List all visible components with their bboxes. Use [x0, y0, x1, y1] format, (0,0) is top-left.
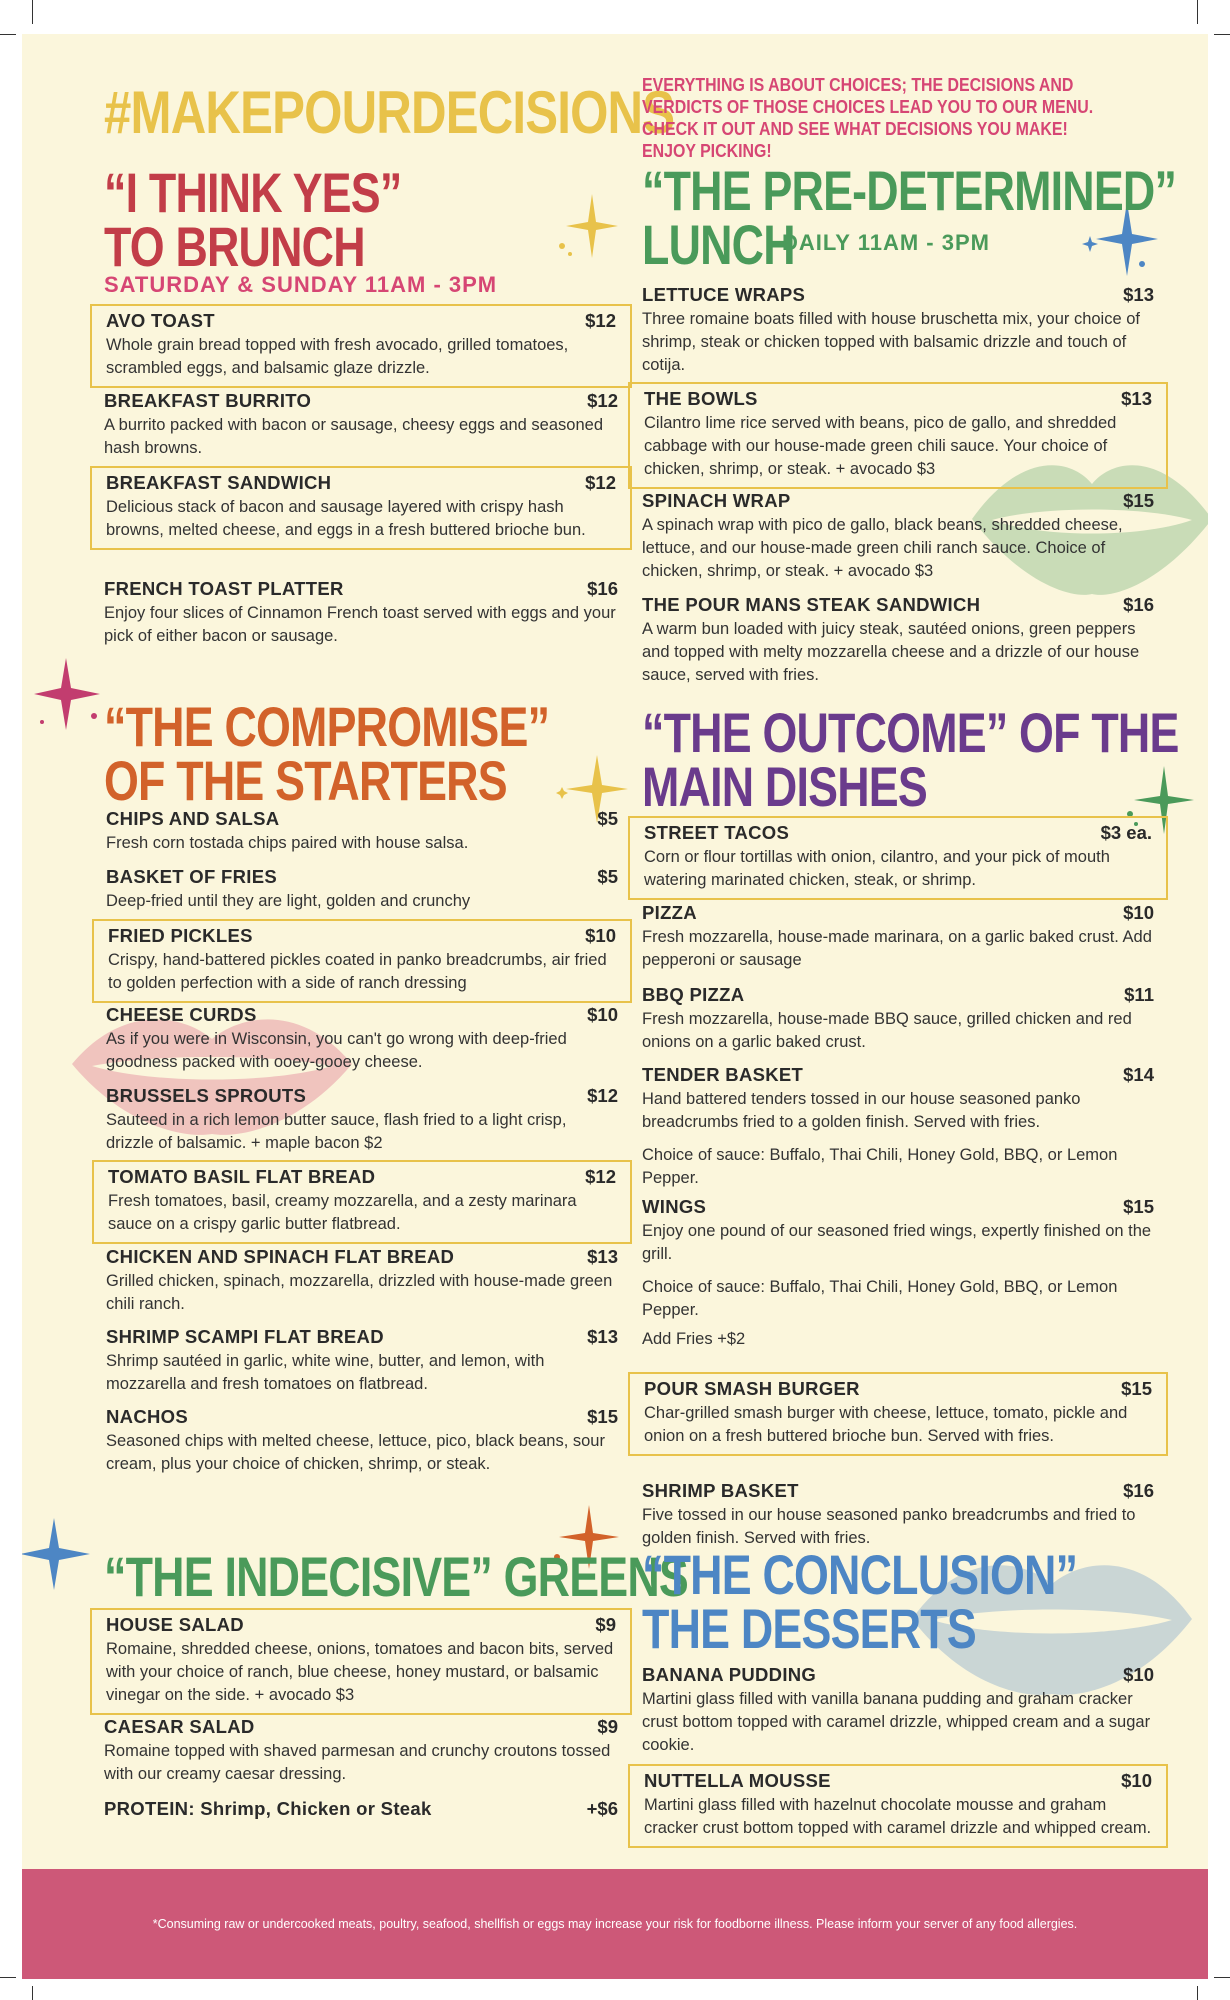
item-price: $13 — [587, 1246, 618, 1267]
desserts-title-line2: THE DESSERTS — [642, 1597, 976, 1660]
brunch-title-line2: TO BRUNCH — [104, 215, 365, 278]
item-description: Three romaine boats filled with house bruschetta mix, your choice of shrimp, steak or chicken topped with balsamic drizzle and touch of cotija. — [642, 310, 1140, 374]
menu-item-cheese-curds — [92, 1000, 632, 1080]
greens-title: “THE INDECISIVE” GREENS — [104, 1545, 689, 1608]
item-price: $11 — [1124, 984, 1154, 1005]
item-price: $12 — [585, 472, 616, 493]
item-description: Martini glass filled with vanilla banana pudding and graham cracker crust bottom topped with caramel drizzle, whipped cream and a sugar cookie. — [642, 1690, 1151, 1754]
menu-item-wings — [628, 1192, 1168, 1357]
item-price: $14 — [1123, 1064, 1154, 1085]
item-description: As if you were in Wisconsin, you can't go wrong with deep-fried goodness packed with ooey-gooey cheese. — [106, 1030, 567, 1071]
item-name: SHRIMP BASKET — [642, 1480, 799, 1501]
item-price: $12 — [587, 1085, 618, 1106]
item-name: BRUSSELS SPROUTS — [106, 1085, 307, 1106]
menu-item-avo-toast — [90, 304, 632, 388]
item-name: CHEESE CURDS — [106, 1004, 257, 1025]
menu-item-street-tacos — [628, 816, 1168, 900]
item-description: Corn or flour tortillas with onion, cilantro, and your pick of mouth watering marinated chicken, steak, or shrimp. — [644, 848, 1110, 889]
sparkle-yellow-icon — [552, 184, 622, 264]
crop-mark — [1214, 34, 1230, 35]
menu-item-chicken-and-spinach-flat-bread — [92, 1242, 632, 1322]
item-description: A warm bun loaded with juicy steak, sautéed onions, green peppers and topped with melty mozzarella cheese and a drizzle of our house sauce, served with fries. — [642, 620, 1140, 684]
food-allergy-disclaimer: *Consuming raw or undercooked meats, poultry, seafood, shellfish or eggs may increase your risk for foodborne illness. Please inform your server of any food allergies. — [152, 1917, 1078, 1931]
item-add-fries: Add Fries +$2 — [642, 1330, 746, 1348]
item-price: $16 — [1123, 594, 1154, 615]
item-name: CHICKEN AND SPINACH FLAT BREAD — [106, 1246, 455, 1267]
menu-item-pour-mans-steak-sandwich — [628, 590, 1168, 693]
brunch-title-line1: “I THINK YES” — [104, 161, 402, 224]
crop-mark — [0, 1977, 16, 1978]
item-description: Cilantro lime rice served with beans, pico de gallo, and shredded cabbage with our house-made green chili sauce. Your choice of chicken, shrimp, or steak. + avocado $3 — [644, 414, 1117, 478]
item-name: THE POUR MANS STEAK SANDWICH — [642, 594, 981, 615]
lunch-hours: DAILY 11AM - 3PM — [782, 230, 990, 255]
item-name: WINGS — [642, 1196, 707, 1217]
menu-item-spinach-wrap — [628, 486, 1168, 589]
menu-item-lettuce-wraps — [628, 280, 1168, 383]
item-description-text: Hand battered tenders tossed in our house seasoned panko breadcrumbs fried to a golden finish. Served with fries. — [642, 1090, 1081, 1131]
item-name: CAESAR SALAD — [104, 1716, 255, 1737]
item-name: SHRIMP SCAMPI FLAT BREAD — [106, 1326, 384, 1347]
menu-item-nachos — [92, 1402, 632, 1482]
item-name: TOMATO BASIL FLAT BREAD — [108, 1166, 376, 1187]
menu-item-nuttella-mousse — [628, 1764, 1168, 1848]
item-description: Enjoy four slices of Cinnamon French toast served with eggs and your pick of either bacon or sausage. — [104, 604, 616, 645]
item-description — [642, 1220, 1154, 1351]
item-description: Seasoned chips with melted cheese, lettuce, pico, black beans, sour cream, plus your choice of chicken, shrimp, or steak. — [106, 1432, 605, 1473]
item-name: AVO TOAST — [106, 310, 215, 331]
item-price: $16 — [1123, 1480, 1154, 1501]
item-price: $9 — [597, 1716, 618, 1737]
menu-item-chips-and-salsa — [92, 804, 632, 861]
intro-text: EVERYTHING IS ABOUT CHOICES; THE DECISIONS AND VERDICTS OF THOSE CHOICES LEAD YOU TO OUR MENU. CHECK IT OUT AND SEE WHAT DECISIONS YOU MAKE! ENJOY PICKING! — [642, 74, 1094, 161]
item-price: $16 — [587, 578, 618, 599]
protein-label: PROTEIN: Shrimp, Chicken or Steak — [104, 1798, 432, 1819]
brunch-hours: SATURDAY & SUNDAY 11AM - 3PM — [104, 272, 498, 297]
menu-item-tender-basket — [628, 1060, 1168, 1196]
item-name: BASKET OF FRIES — [106, 866, 278, 887]
protein-price: +$6 — [586, 1798, 618, 1819]
item-sauce-choice: Choice of sauce: Buffalo, Thai Chili, Honey Gold, BBQ, or Lemon Pepper. — [642, 1278, 1118, 1319]
item-description: Sauteed in a rich lemon butter sauce, flash fried to a light crisp, drizzle of balsamic. + maple bacon $2 — [106, 1111, 567, 1152]
item-description: Whole grain bread topped with fresh avocado, grilled tomatoes, scrambled eggs, and balsamic glaze drizzle. — [106, 336, 569, 377]
menu-item-shrimp-scampi-flat-bread — [92, 1322, 632, 1402]
item-price: $10 — [1121, 1770, 1152, 1791]
item-name: BANANA PUDDING — [642, 1664, 817, 1685]
item-description: Five tossed in our house seasoned panko breadcrumbs and fried to golden finish. Served with fries. — [642, 1506, 1136, 1547]
mains-title-line2: MAIN DISHES — [642, 755, 927, 818]
mains-title — [642, 701, 1179, 818]
item-name: BREAKFAST SANDWICH — [106, 472, 332, 493]
crop-mark — [1197, 0, 1198, 24]
hashtag-title: #MAKEPOURDECISIONS — [104, 79, 675, 146]
item-description: Delicious stack of bacon and sausage layered with crispy hash browns, melted cheese, and eggs in a fresh buttered brioche bun. — [106, 498, 586, 539]
item-description: A burrito packed with bacon or sausage, cheesy eggs and seasoned hash browns. — [104, 416, 603, 457]
crop-mark — [32, 1986, 33, 2000]
item-description: Romaine topped with shaved parmesan and crunchy croutons tossed with our creamy caesar dressing. — [104, 1742, 611, 1783]
item-name: POUR SMASH BURGER — [644, 1378, 860, 1399]
item-sauce-choice: Choice of sauce: Buffalo, Thai Chili, Honey Gold, BBQ, or Lemon Pepper. — [642, 1146, 1118, 1187]
item-price: $5 — [597, 808, 618, 829]
item-name: TENDER BASKET — [642, 1064, 804, 1085]
item-price: $10 — [1123, 1664, 1154, 1685]
footer-banner — [22, 1869, 1208, 1979]
menu-page — [22, 34, 1208, 1979]
crop-mark — [0, 34, 16, 35]
item-price: $15 — [1121, 1378, 1152, 1399]
item-price: $13 — [1123, 284, 1154, 305]
desserts-title — [642, 1543, 1078, 1660]
protein-addon — [90, 1794, 632, 1826]
menu-item-fried-pickles — [92, 919, 632, 1003]
sparkle-pink-icon — [30, 654, 110, 734]
starters-title — [104, 695, 550, 812]
item-name: PIZZA — [642, 902, 697, 923]
item-price: $15 — [587, 1406, 618, 1427]
item-description: Deep-fried until they are light, golden and crunchy — [106, 892, 471, 910]
item-name: CHIPS AND SALSA — [106, 808, 280, 829]
crop-mark — [32, 0, 33, 24]
item-name: BBQ PIZZA — [642, 984, 745, 1005]
item-price: $12 — [587, 390, 618, 411]
item-description: Shrimp sautéed in garlic, white wine, butter, and lemon, with mozzarella and fresh tomatoes on flatbread. — [106, 1352, 545, 1393]
item-price: $13 — [587, 1326, 618, 1347]
item-price: $10 — [585, 925, 616, 946]
menu-item-pour-smash-burger — [628, 1372, 1168, 1456]
crop-mark — [1197, 1986, 1198, 2000]
item-name: BREAKFAST BURRITO — [104, 390, 312, 411]
item-price: $9 — [595, 1614, 616, 1635]
menu-item-breakfast-sandwich — [90, 466, 632, 550]
item-name: HOUSE SALAD — [106, 1614, 244, 1635]
menu-item-brussels-sprouts — [92, 1081, 632, 1161]
item-name: FRENCH TOAST PLATTER — [104, 578, 344, 599]
item-name: LETTUCE WRAPS — [642, 284, 806, 305]
starters-title-line2: OF THE STARTERS — [104, 749, 507, 812]
item-description: Fresh mozzarella, house-made BBQ sauce, grilled chicken and red onions on a garlic baked crust. — [642, 1010, 1132, 1051]
item-price: $12 — [585, 1166, 616, 1187]
item-name: FRIED PICKLES — [108, 925, 253, 946]
item-description: A spinach wrap with pico de gallo, black beans, shredded cheese, lettuce, and our house-made green chili ranch sauce. Choice of chicken, shrimp, or steak. + avocado $3 — [642, 516, 1123, 580]
menu-item-house-salad — [90, 1608, 632, 1715]
lunch-title-line1: “THE PRE-DETERMINED” — [642, 159, 1177, 222]
menu-item-pizza — [628, 898, 1168, 978]
menu-item-bbq-pizza — [628, 980, 1168, 1060]
item-description — [642, 1088, 1154, 1190]
sparkle-blue-icon — [22, 1514, 98, 1594]
item-description: Char-grilled smash burger with cheese, lettuce, tomato, pickle and onion on a fresh buttered brioche bun. Served with fries. — [644, 1404, 1128, 1445]
item-name: THE BOWLS — [644, 388, 758, 409]
item-description-text: Enjoy one pound of our seasoned fried wings, expertly finished on the grill. — [642, 1222, 1152, 1263]
starters-title-line1: “THE COMPROMISE” — [104, 695, 550, 758]
item-price: $10 — [1123, 902, 1154, 923]
item-description: Fresh corn tostada chips paired with house salsa. — [106, 834, 469, 852]
desserts-title-line1: “THE CONCLUSION” — [642, 1543, 1078, 1606]
item-name: NUTTELLA MOUSSE — [644, 1770, 831, 1791]
menu-item-banana-pudding — [628, 1660, 1168, 1763]
menu-item-caesar-salad — [90, 1712, 632, 1792]
mains-title-line1: “THE OUTCOME” OF THE — [642, 701, 1179, 764]
item-description: Fresh mozzarella, house-made marinara, on a garlic baked crust. Add pepperoni or sausage — [642, 928, 1152, 969]
item-price: $3 ea. — [1100, 822, 1152, 843]
item-description: Romaine, shredded cheese, onions, tomatoes and bacon bits, served with your choice of ranch, blue cheese, honey mustard, or balsamic vinegar on the side. + avocado $3 — [106, 1640, 614, 1704]
brunch-title — [104, 161, 402, 278]
item-name: STREET TACOS — [644, 822, 790, 843]
item-description: Crispy, hand-battered pickles coated in panko breadcrumbs, air fried to golden perfection with a side of ranch dressing — [108, 951, 607, 992]
item-price: $5 — [597, 866, 618, 887]
menu-item-tomato-basil-flat-bread — [92, 1160, 632, 1244]
item-price: $15 — [1123, 1196, 1154, 1217]
item-price: $12 — [585, 310, 616, 331]
menu-item-the-bowls — [628, 382, 1168, 489]
menu-item-basket-of-fries — [92, 862, 632, 919]
item-name: SPINACH WRAP — [642, 490, 791, 511]
item-description: Martini glass filled with hazelnut chocolate mousse and graham cracker crust bottom topped with caramel drizzle and whipped cream. — [644, 1796, 1152, 1837]
menu-item-french-toast-platter — [90, 574, 632, 654]
crop-mark — [1214, 1977, 1230, 1978]
item-price: $13 — [1121, 388, 1152, 409]
lunch-title-line2: LUNCH — [642, 213, 795, 276]
item-description: Grilled chicken, spinach, mozzarella, drizzled with house-made green chili ranch. — [106, 1272, 613, 1313]
item-description: Fresh tomatoes, basil, creamy mozzarella, and a zesty marinara sauce on a crispy garlic butter flatbread. — [108, 1192, 577, 1233]
item-name: NACHOS — [106, 1406, 188, 1427]
item-price: $15 — [1123, 490, 1154, 511]
item-price: $10 — [587, 1004, 618, 1025]
menu-item-breakfast-burrito — [90, 386, 632, 466]
